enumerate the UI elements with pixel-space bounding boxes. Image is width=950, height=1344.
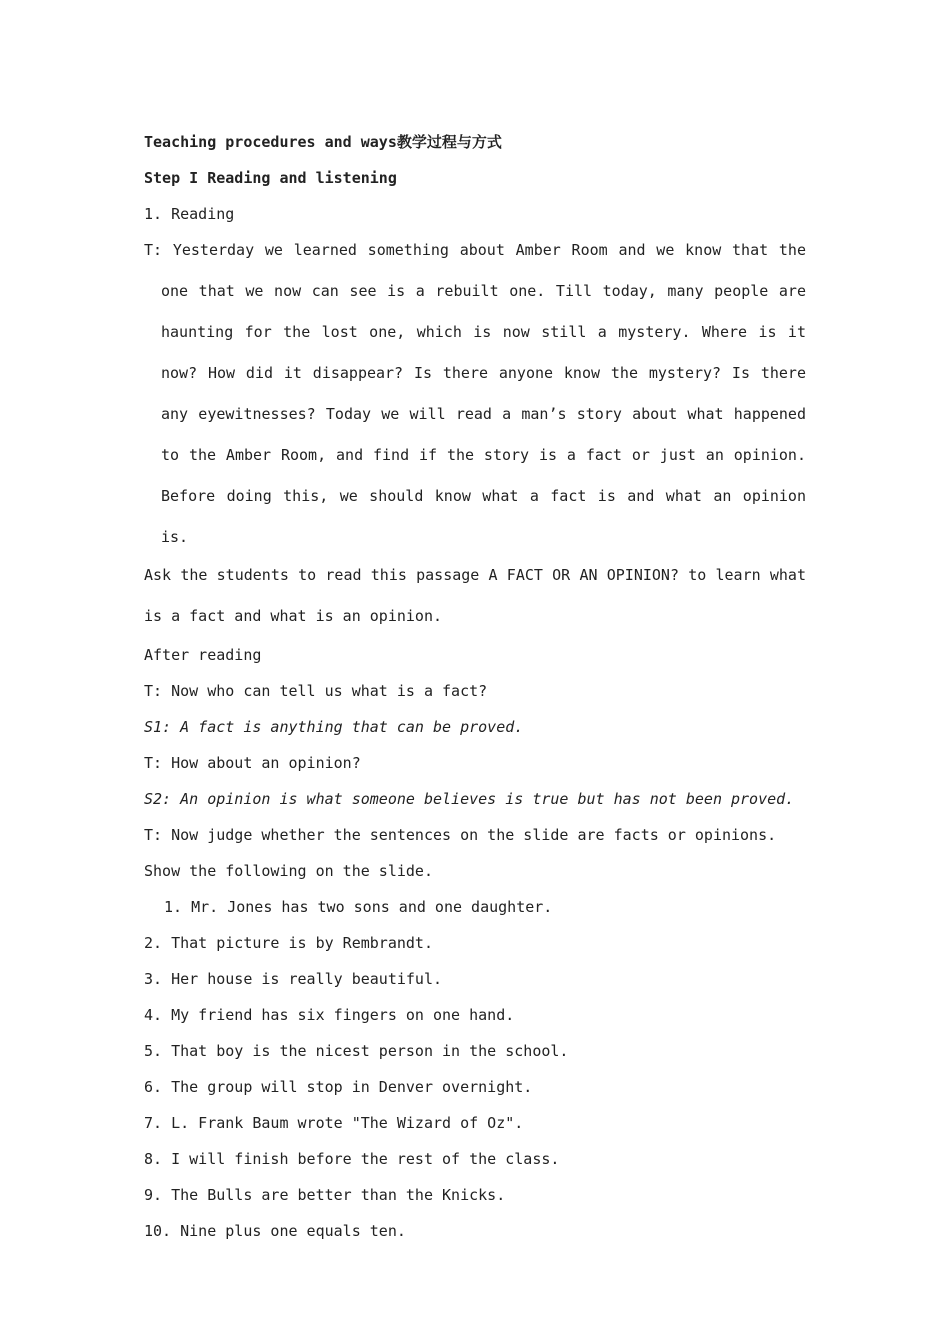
dialogue-line-teacher-1: T: Now who can tell us what is a fact? — [144, 682, 488, 700]
sentence-item: 8. I will finish before the rest of the class. — [144, 1150, 560, 1168]
sentence-item: 10. Nine plus one equals ten. — [144, 1222, 406, 1240]
sentence-item: 7. L. Frank Baum wrote "The Wizard of Oz". — [144, 1114, 524, 1132]
dialogue-line-teacher-2: T: How about an opinion? — [144, 754, 361, 772]
after-reading-label: After reading — [144, 646, 262, 664]
section-title: 1. Reading — [144, 205, 235, 223]
dialogue-line-student-2: S2: An opinion is what someone believes is true but has not been proved. — [144, 790, 795, 808]
sentence-item: 5. That boy is the nicest person in the school. — [144, 1042, 569, 1060]
page-heading: Teaching procedures and ways教学过程与方式 — [144, 133, 502, 151]
sentence-item: 4. My friend has six fingers on one hand. — [144, 1006, 515, 1024]
sentence-item: 3. Her house is really beautiful. — [144, 970, 443, 988]
sentence-item: 1. Mr. Jones has two sons and one daughter. — [164, 898, 553, 916]
document-page — [144, 124, 806, 1249]
instruction-paragraph: Ask the students to read this passage A FACT OR AN OPINION? to learn what is a fact and what is an opinion. — [144, 566, 806, 625]
teacher-intro: T: Yesterday we learned something about Amber Room and we know that the one that we now can see is a rebuilt one. Till today, many people are haunting for the lost one, which is now still a mystery. Where is it now? How did it disappear? Is there anyone know the mystery? Is there any eyewitnesses? Today we will read a man’s story about what happened to the Amber Room, and find if the story is a fact or just an opinion. Before doing this, we should know what a fact is and what an opinion is. — [144, 241, 806, 546]
sentence-item: 9. The Bulls are better than the Knicks. — [144, 1186, 506, 1204]
dialogue-line-teacher-3: T: Now judge whether the sentences on the slide are facts or opinions. — [144, 826, 777, 844]
sentence-item: 2. That picture is by Rembrandt. — [144, 934, 433, 952]
sentence-item: 6. The group will stop in Denver overnight. — [144, 1078, 533, 1096]
show-slide-instruction: Show the following on the slide. — [144, 862, 433, 880]
dialogue-line-student-1: S1: A fact is anything that can be proved. — [144, 718, 524, 736]
step-title: Step I Reading and listening — [144, 169, 397, 187]
